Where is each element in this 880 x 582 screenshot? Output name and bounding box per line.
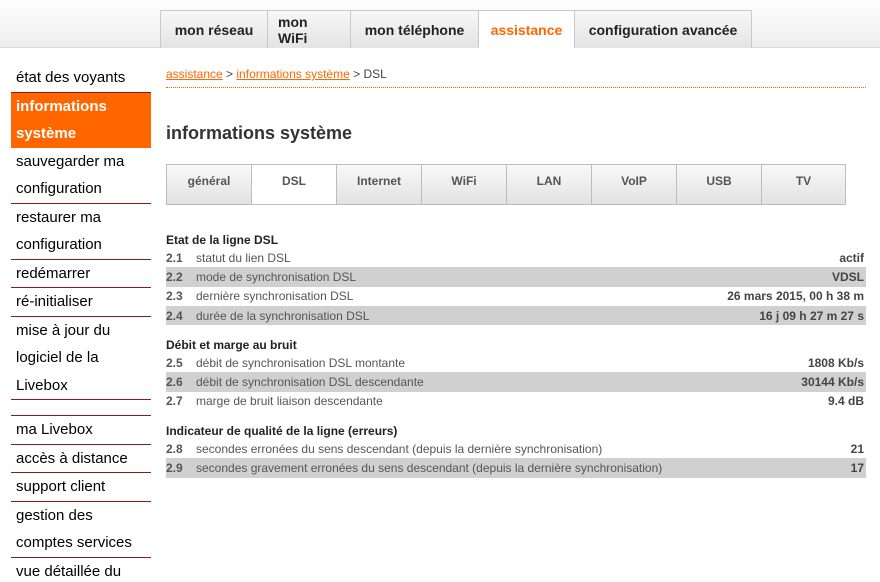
tab-mon-telephone[interactable]: mon téléphone <box>350 10 478 48</box>
subtab-dsl[interactable]: DSL <box>251 164 336 205</box>
sidebar-item-mise-a-jour[interactable]: mise à jour du logiciel de la Livebox <box>11 317 151 401</box>
breadcrumb-divider <box>166 87 866 88</box>
row-label: secondes erronées du sens descendant (depuis la dernière synchronisation) <box>196 441 603 456</box>
info-row <box>166 458 866 477</box>
section-rows-qualite-ligne <box>166 439 866 478</box>
row-number: 2.4 <box>166 308 183 323</box>
main-content <box>166 64 866 478</box>
sidebar-item-gestion-comptes[interactable]: gestion des comptes services <box>11 502 151 558</box>
sidebar <box>11 64 151 582</box>
row-number: 2.5 <box>166 355 183 370</box>
tab-assistance[interactable]: assistance <box>478 10 574 48</box>
tab-mon-wifi[interactable]: mon WiFi <box>267 10 350 48</box>
sidebar-separator <box>11 400 151 416</box>
top-bar <box>0 0 880 48</box>
info-row <box>166 287 866 306</box>
subtab-internet[interactable]: Internet <box>336 164 421 205</box>
info-row <box>166 248 866 267</box>
subtab-lan[interactable]: LAN <box>506 164 591 205</box>
info-row <box>166 372 866 391</box>
row-number: 2.7 <box>166 394 183 409</box>
page-title: informations système <box>166 123 353 143</box>
row-label: dernière synchronisation DSL <box>196 289 354 304</box>
sidebar-item-support-client[interactable]: support client <box>11 473 151 502</box>
row-value: 17 <box>850 461 864 476</box>
row-value: actif <box>839 250 864 265</box>
row-label: durée de la synchronisation DSL <box>196 308 370 323</box>
row-value: 9.4 dB <box>827 394 864 409</box>
sidebar-item-ma-livebox[interactable]: ma Livebox <box>11 416 151 445</box>
section-title-debit-marge: Débit et marge au bruit <box>166 338 297 353</box>
breadcrumb-current: DSL <box>363 67 387 81</box>
row-label: débit de synchronisation DSL montante <box>196 355 406 370</box>
breadcrumb-link-informations[interactable]: informations système <box>236 67 350 81</box>
subtab-wifi[interactable]: WiFi <box>421 164 506 205</box>
section-rows-debit-marge <box>166 353 866 411</box>
tab-configuration-avancee[interactable]: configuration avancée <box>574 10 752 48</box>
row-label: statut du lien DSL <box>196 250 291 265</box>
breadcrumb <box>166 64 866 84</box>
breadcrumb-separator: > <box>222 67 237 81</box>
breadcrumb-link-assistance[interactable]: assistance <box>166 67 223 81</box>
tab-mon-reseau[interactable]: mon réseau <box>160 10 267 48</box>
sidebar-item-informations-systeme[interactable]: informations système <box>11 93 151 148</box>
row-label: débit de synchronisation DSL descendante <box>196 375 424 390</box>
sidebar-item-vue-detaillee[interactable]: vue détaillée du <box>16 562 122 580</box>
row-value: 30144 Kb/s <box>801 375 864 390</box>
sidebar-item-acces-distance[interactable]: accès à distance <box>11 445 151 474</box>
subtab-bar <box>166 164 866 205</box>
row-number: 2.3 <box>166 289 183 304</box>
section-title-qualite-ligne: Indicateur de qualité de la ligne (erreurs) <box>166 424 398 439</box>
info-row <box>166 353 866 372</box>
row-number: 2.6 <box>166 375 183 390</box>
info-row <box>166 392 866 411</box>
info-row <box>166 267 866 286</box>
row-label: mode de synchronisation DSL <box>196 269 357 284</box>
subtab-tv[interactable]: TV <box>761 164 846 205</box>
subtab-usb[interactable]: USB <box>676 164 761 205</box>
row-value: 26 mars 2015, 00 h 38 m <box>727 289 864 304</box>
sidebar-item-reinitialiser[interactable]: ré-initialiser <box>11 288 151 317</box>
breadcrumb-separator: > <box>349 67 364 81</box>
row-label: secondes gravement erronées du sens descendant (depuis la dernière synchronisation) <box>196 461 663 476</box>
sidebar-item-sauvegarder[interactable]: sauvegarder ma configuration <box>11 148 151 204</box>
row-number: 2.2 <box>166 269 183 284</box>
row-value: 16 j 09 h 27 m 27 s <box>759 308 864 323</box>
section-rows-etat-ligne <box>166 248 866 325</box>
sidebar-item-etat-voyants[interactable]: état des voyants <box>11 64 151 93</box>
section-title-etat-ligne: Etat de la ligne DSL <box>166 233 279 247</box>
subtab-voip[interactable]: VoIP <box>591 164 676 205</box>
row-value: 1808 Kb/s <box>807 355 864 370</box>
sidebar-item-restaurer[interactable]: restaurer ma configuration <box>11 204 151 260</box>
row-label: marge de bruit liaison descendante <box>196 394 383 409</box>
sidebar-item-redemarrer[interactable]: redémarrer <box>11 260 151 289</box>
row-number: 2.8 <box>166 441 183 456</box>
subtab-general[interactable]: général <box>166 164 251 205</box>
info-row <box>166 306 866 325</box>
row-number: 2.9 <box>166 461 183 476</box>
row-value: VDSL <box>831 269 864 284</box>
info-row <box>166 439 866 458</box>
top-navigation <box>160 10 752 48</box>
row-value: 21 <box>850 441 864 456</box>
row-number: 2.1 <box>166 250 183 265</box>
